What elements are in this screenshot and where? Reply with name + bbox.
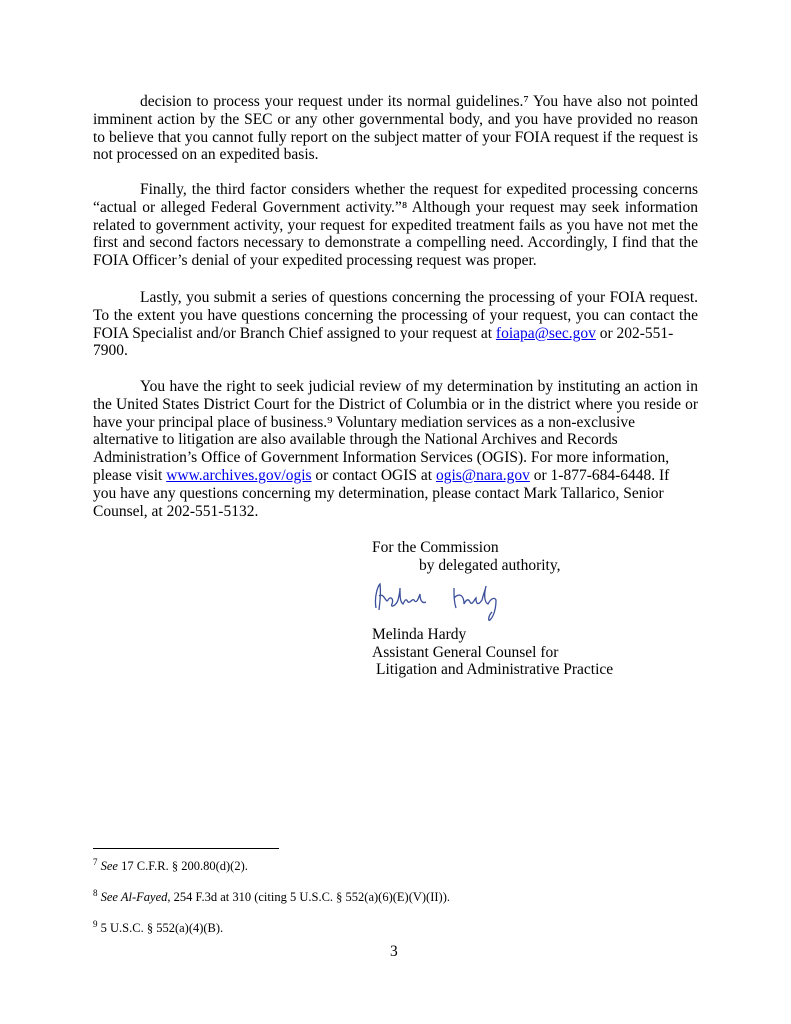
text-segment: please visit (93, 467, 167, 484)
text-segment: Counsel, at 202-551-5132. (93, 502, 259, 520)
citation-italic: See Al-Fayed (100, 890, 168, 905)
paragraph-4-line (93, 378, 698, 396)
text-segment: first and second factors necessary to demonstrate a compelling need. Accordingly, I find that the (93, 234, 698, 252)
text-segment: FOIA Specialist and/or Branch Chief assigned to your request at (93, 324, 496, 342)
text-segment: Administration’s Office of Government Information Services (OGIS). For more information, (93, 449, 670, 467)
handwritten-signature (370, 578, 510, 624)
paragraph-4-line (93, 449, 698, 467)
citation-italic: See (100, 859, 118, 874)
signer-name: Melinda Hardy (372, 626, 467, 643)
paragraph-4-line (93, 396, 698, 414)
paragraph-3-line (93, 342, 698, 360)
text-segment: the United States District Court for the District of Columbia or in the district where you reside or (93, 395, 698, 413)
signer-title-1: Assistant General Counsel for (372, 644, 559, 661)
text-segment: or contact OGIS at (311, 467, 436, 484)
paragraph-2-line (93, 234, 698, 252)
paragraph-4-line (93, 503, 698, 521)
email-or-url-link[interactable]: foiapa@sec.gov (495, 324, 596, 342)
email-or-url-link[interactable]: www.archives.gov/ogis (166, 467, 312, 484)
footnote-7 (93, 855, 248, 874)
footnote-8 (93, 886, 450, 905)
paragraph-1-line (93, 146, 698, 164)
email-or-url-link[interactable]: ogis@nara.gov (435, 467, 530, 484)
footnote-text: 5 U.S.C. § 552(a)(4)(B). (97, 921, 224, 936)
text-segment: alternative to litigation are also available through the National Archives and Records (93, 431, 618, 449)
footnote-text: 17 C.F.R. § 200.80(d)(2). (117, 859, 248, 874)
closing: For the Commission (372, 539, 499, 556)
footnote-text: , 254 F.3d at 310 (citing 5 U.S.C. § 552(a)(6)(E)(V)(II)). (167, 890, 450, 905)
paragraph-3-line (93, 325, 698, 343)
text-segment: or 202-551- (595, 324, 674, 342)
text-segment: to believe that you cannot fully report on the subject matter of your FOIA request if the request is (93, 128, 698, 146)
footnote-number: 7 (93, 857, 98, 867)
paragraph-4-line (93, 467, 698, 485)
text-segment: Lastly, you submit a series of questions concerning the processing of your FOIA request. (140, 289, 698, 306)
paragraph-2-line (93, 217, 698, 235)
text-segment: To the extent you have questions concerning the processing of your request, you can contact the (93, 306, 698, 324)
paragraph-3-line (93, 307, 698, 325)
footnote-number: 8 (93, 888, 98, 898)
text-segment: You have the right to seek judicial review of my determination by instituting an action in (140, 378, 698, 395)
signer-title-2: Litigation and Administrative Practice (376, 661, 614, 678)
delegated-authority: by delegated authority, (419, 557, 561, 574)
page-number: 3 (390, 943, 398, 960)
footnote-9 (93, 917, 223, 936)
text-segment: Finally, the third factor considers whether the request for expedited processing concerns (140, 181, 698, 198)
text-segment: imminent action by the SEC or any other governmental body, and you have provided no reason (93, 110, 698, 128)
paragraph-2-line (93, 252, 698, 270)
text-segment: related to government activity, your request for expedited treatment fails as you have not met the (93, 216, 698, 234)
footnote-number: 9 (93, 919, 98, 929)
text-segment: “actual or alleged Federal Government activity.”⁸ Although your request may seek information (93, 198, 698, 216)
paragraph-1-line (93, 93, 698, 111)
text-segment: 7900. (93, 342, 128, 360)
paragraph-4-line (93, 431, 698, 449)
text-segment: or 1-877-684-6448. If (529, 467, 670, 484)
footnote-divider (93, 848, 279, 849)
paragraph-1-line (93, 129, 698, 147)
text-segment: not processed on an expedited basis. (93, 146, 319, 164)
text-segment: decision to process your request under its normal guidelines.⁷ You have also not pointed (140, 93, 698, 110)
text-segment: you have any questions concerning my determination, please contact Mark Tallarico, Senior (93, 484, 664, 502)
paragraph-2-line (93, 181, 698, 199)
paragraph-2-line (93, 199, 698, 217)
paragraph-3-line (93, 289, 698, 307)
paragraph-4-line (93, 485, 698, 503)
paragraph-1-line (93, 111, 698, 129)
paragraph-4-line (93, 414, 698, 432)
text-segment: FOIA Officer’s denial of your expedited processing request was proper. (93, 252, 537, 270)
text-segment: have your principal place of business.⁹ Voluntary mediation services as a non-exclusive (93, 413, 636, 431)
